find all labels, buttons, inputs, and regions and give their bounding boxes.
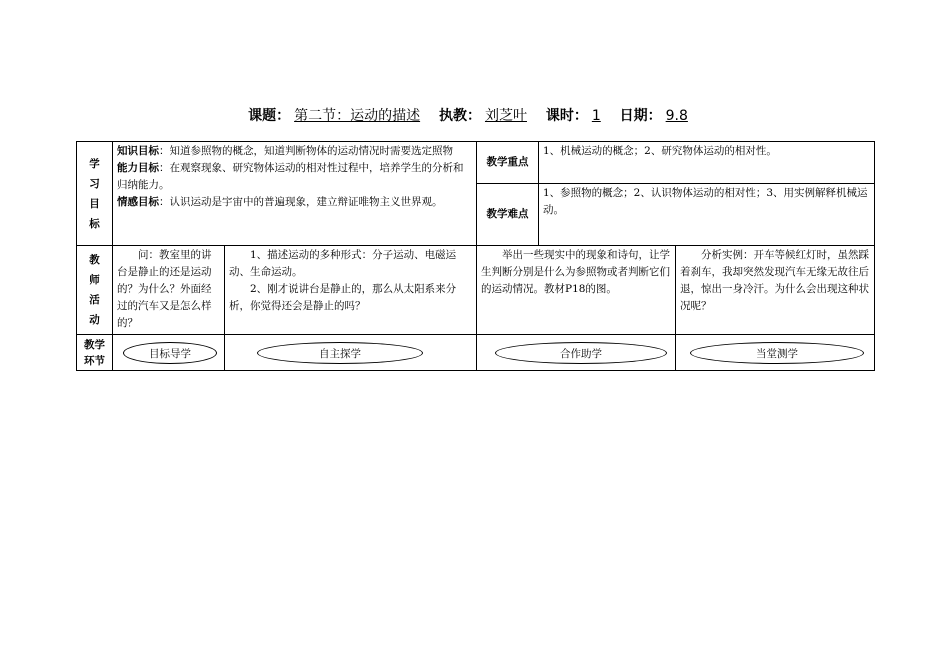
key-points-header (477, 142, 539, 184)
period-value: 1 (591, 108, 601, 124)
stage-cell-1 (113, 335, 225, 371)
stage-ellipse-guide: 目标导学 (123, 342, 217, 364)
ability-goal-label: 能力目标 (117, 162, 159, 174)
difficulties-label: 教学难点 (486, 208, 529, 220)
stage-cell-3 (477, 335, 676, 371)
stage-cell-4 (676, 335, 875, 371)
emotion-goal-text: ：认识运动是宇宙中的普遍现象，建立辩证唯物主义世界观。 (159, 196, 443, 208)
activities-header (77, 246, 113, 335)
knowledge-goal-label: 知识目标 (117, 145, 159, 157)
knowledge-goal (117, 143, 472, 160)
date-value: 9.8 (665, 108, 688, 124)
topic-label: 课题： (248, 108, 291, 124)
key-points-label: 教学重点 (486, 156, 529, 168)
activity-describe (225, 246, 477, 335)
document-title (0, 105, 950, 125)
stage-ellipse-test: 当堂测学 (690, 342, 864, 364)
activity-question: 问：教室里的讲台是静止的还是运动的？为什么？外面经过的汽车又是怎么样的？ (113, 246, 225, 335)
emotion-goal (117, 194, 472, 211)
stages-header-label: 教学环节 (84, 338, 105, 367)
difficulties-header (477, 184, 539, 246)
activity-examples: 举出一些现实中的现象和诗句，让学生判断分别是什么为参照物或者判断它们的运动情况。教材P18的图。 (477, 246, 676, 335)
stage-ellipse-self-study: 自主探学 (257, 342, 423, 364)
activity-describe-p2: 2、刚才说讲台是静止的，那么从太阳系来分析，你觉得还会是静止的吗？ (229, 283, 457, 312)
knowledge-goal-text: ：知道参照物的概念，知道判断物体的运动情况时需要选定照物 (159, 145, 453, 157)
ability-goal (117, 160, 472, 194)
lesson-plan-table (76, 141, 875, 371)
teacher-label: 执教： (438, 108, 481, 124)
goals-header-label: 学习目标 (89, 157, 100, 230)
date-label: 日期： (619, 108, 662, 124)
ability-goal-text: ：在观察现象、研究物体运动的相对性过程中，培养学生的分析和归纳能力。 (117, 162, 464, 191)
activity-analysis: 分析实例：开车等候红灯时，虽然踩着刹车，我却突然发现汽车无缘无故往后退，惊出一身冷汗。为什么会出现这种状况呢？ (676, 246, 875, 335)
stage-cell-2 (225, 335, 477, 371)
activity-describe-p1: 1、描述运动的多种形式：分子运动、电磁运动、生命运动。 (229, 249, 457, 278)
teacher-value: 刘芝叶 (484, 108, 527, 124)
emotion-goal-label: 情感目标 (117, 196, 159, 208)
activities-header-label: 教师活动 (89, 254, 100, 326)
topic-value: 第二节：运动的描述 (294, 108, 421, 124)
goals-cell (113, 142, 477, 246)
difficulties-text: 1、参照物的概念；2、认识物体运动的相对性；3、用实例解释机械运动。 (539, 184, 875, 246)
stages-header (77, 335, 113, 371)
period-label: 课时： (545, 108, 588, 124)
stage-ellipse-cooperation: 合作助学 (495, 342, 667, 364)
goals-header (77, 142, 113, 246)
key-points-text: 1、机械运动的概念；2、研究物体运动的相对性。 (539, 142, 875, 184)
